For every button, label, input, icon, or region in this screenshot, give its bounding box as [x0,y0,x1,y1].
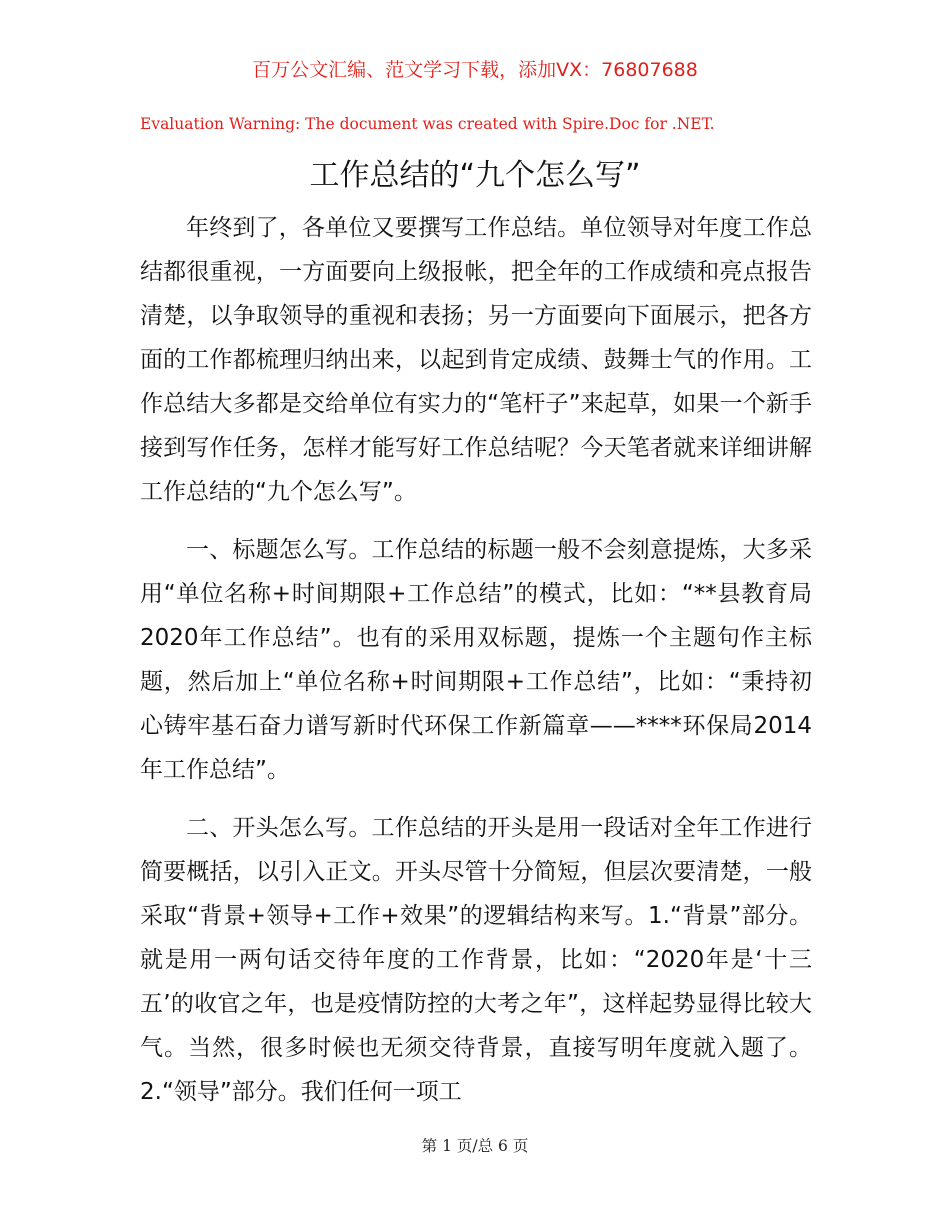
paragraph-section-1: 一、标题怎么写。工作总结的标题一般不会刻意提炼，大多采用“单位名称+时间期限+工作总结”的模式，比如：“**县教育局2020年工作总结”。也有的采用双标题，提炼一个主题句作主标题，然后加上“单位名称+时间期限+工作总结”，比如：“秉持初心铸牢基石奋力谱写新时代环保工作新篇章——****环保局2014年工作总结”。 [140,537,812,783]
paragraph-intro: 年终到了，各单位又要撰写工作总结。单位领导对年度工作总结都很重视，一方面要向上级报帐，把全年的工作成绩和亮点报告清楚，以争取领导的重视和表扬；另一方面要向下面展示，把各方面的工作都梳理归纳出来，以起到肯定成绩、鼓舞士气的作用。工作总结大多都是交给单位有实力的“笔杆子”来起草，如果一个新手接到写作任务，怎样才能写好工作总结呢？今天笔者就来详细讲解工作总结的“九个怎么写”。 [140,215,812,505]
header-banner: 百万公文汇编、范文学习下载，添加VX：76807688 [252,59,698,81]
evaluation-warning: Evaluation Warning: The document was created with Spire.Doc for .NET. [140,115,715,133]
paragraph-section-2: 二、开头怎么写。工作总结的开头是用一段话对全年工作进行简要概括，以引入正文。开头尽管十分简短，但层次要清楚，一般采取“背景+领导+工作+效果”的逻辑结构来写。1.“背景”部分。就是用一两句话交待年度的工作背景，比如：“2020年是‘十三五’的收官之年，也是疫情防控的大考之年”，这样起势显得比较大气。当然，很多时候也无须交待背景，直接写明年度就入题了。2.“领导”部分。我们任何一项工 [140,815,812,1105]
document-title: 工作总结的“九个怎么写” [309,158,641,193]
document-body [140,206,812,1128]
page-number-footer: 第 1 页/总 6 页 [421,1137,529,1155]
